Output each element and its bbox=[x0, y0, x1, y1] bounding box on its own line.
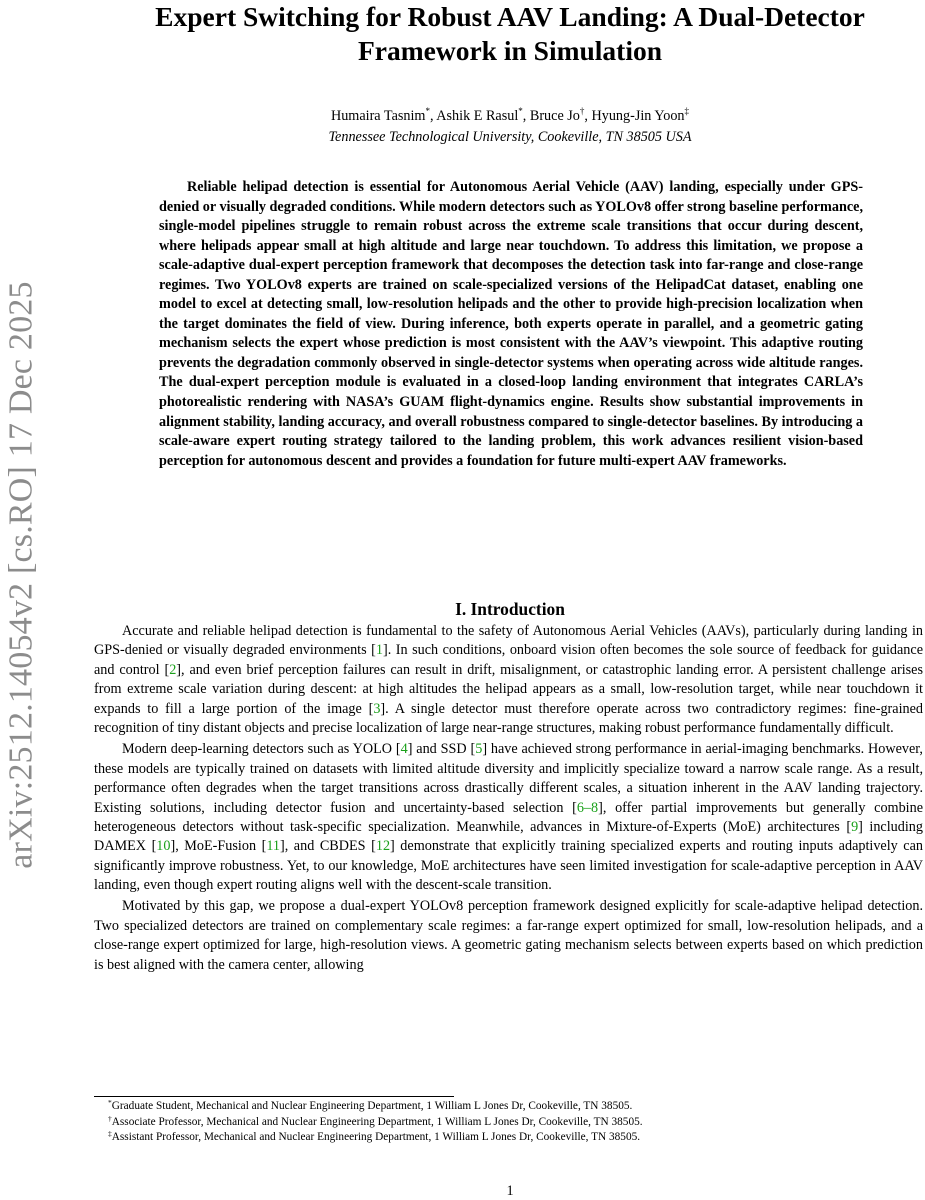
author-3-mark: † bbox=[579, 106, 585, 116]
author-4-mark: ‡ bbox=[684, 106, 690, 116]
intro-text: ] including DAMEX [ bbox=[94, 819, 923, 855]
author-2: Ashik E Rasul bbox=[436, 108, 519, 124]
intro-text: ] demonstrate that explicitly training specialized experts and routing inputs adaptively can significantly improve robustness. Yet, to our knowledge, MoE architectures have seen limited investigation for scale-adaptive perception in AAV landing, even though expert routing aligns well with the descent-scale transition. bbox=[94, 838, 923, 894]
footnote-1-text: Graduate Student, Mechanical and Nuclear Engineering Department, 1 William L Jones Dr, Cookeville, TN 38505. bbox=[111, 1100, 633, 1112]
footnote-rule bbox=[94, 1096, 454, 1097]
intro-text: ], offer partial improvements but generally combine heterogeneous detectors without task-specific specialization. Meanwhile, advances in Mixture-of-Experts (MoE) architectures [ bbox=[94, 799, 923, 836]
affiliation: Tennessee Technological University, Cookeville, TN 38505 USA bbox=[328, 129, 692, 145]
footnote-2-text: Associate Professor, Mechanical and Nuclear Engineering Department, 1 William L Jones Dr, Cookeville, TN 38505. bbox=[111, 1115, 643, 1128]
citation-link[interactable]: 10 bbox=[156, 838, 171, 855]
footnote-3-mark: ‡ bbox=[108, 1129, 112, 1138]
section-title-introduction: I. Introduction bbox=[455, 599, 565, 619]
citation-link[interactable]: 9 bbox=[851, 819, 859, 836]
footnotes bbox=[94, 1099, 923, 1146]
abstract: Reliable helipad detection is essential for Autonomous Aerial Vehicle (AAV) landing, especially under GPS-denied or visually degraded conditions. While modern detectors such as YOLOv8 offer strong baseline performance, single-model pipelines struggle to remain robust across the extreme scale transitions that occur during descent, where helipads appear small at high altitude and large near touchdown. To address this limitation, we propose a scale-adaptive dual-expert perception framework that decomposes the detection task into far-range and close-range regimes. Two YOLOv8 experts are trained on scale-specialized versions of the HelipadCat dataset, enabling one model to excel at detecting small, low-resolution helipads and the other to provide high-precision localization when the target dominates the field of view. During inference, both experts operate in parallel, and a geometric gating mechanism selects the expert whose prediction is most consistent with the AAV’s viewpoint. This adaptive routing prevents the degradation commonly observed in single-detector systems when operating across wide altitude ranges. The dual-expert perception module is evaluated in a closed-loop landing environment that integrates CARLA’s photorealistic rendering with NASA’s GUAM flight-dynamics engine. Results show substantial improvements in alignment stability, landing accuracy, and overall robustness compared to single-detector baselines. By introducing a scale-aware expert routing strategy tailored to the landing problem, this work advances resilient vision-based perception for autonomous descent and provides a foundation for future multi-expert AAV frameworks. bbox=[159, 179, 863, 469]
intro-text: ], and CBDES [ bbox=[279, 838, 376, 855]
intro-text: ] have achieved strong performance in aerial-imaging benchmarks. However, these models are typically trained on datasets with limited altitude diversity and implicitly specialize toward a narrow scale range. As a result, performance often degrades when the target transitions across drastically different scales, a situation inherent in the AAV landing trajectory. Existing solutions, including detector fusion and uncertainty-based selection [ bbox=[94, 741, 923, 816]
paper-title bbox=[80, 0, 925, 68]
arxiv-identifier bbox=[0, 262, 44, 888]
author-2-mark: * bbox=[518, 106, 523, 116]
footnote-3 bbox=[94, 1130, 923, 1146]
citation-link[interactable]: 4 bbox=[400, 741, 408, 758]
footnote-3-text: Assistant Professor, Mechanical and Nuclear Engineering Department, 1 William L Jones Dr, Cookeville, TN 38505. bbox=[111, 1131, 641, 1143]
author-separator: , bbox=[522, 108, 530, 124]
citation-link[interactable]: 1 bbox=[375, 642, 383, 659]
intro-paragraph-2 bbox=[94, 740, 923, 896]
footnote-1 bbox=[94, 1099, 923, 1115]
intro-text: Modern deep-learning detectors such as YOLO [ bbox=[122, 741, 401, 758]
footnote-1-mark: * bbox=[108, 1098, 112, 1107]
intro-text: ], and even brief perception failures can result in drift, misalignment, or catastrophic landing error. A persistent challenge arises from extreme scale variation during descent: at high altitudes the helipad appears as a small, low-resolution target, while near touchdown it expands to fill a large portion of the image [ bbox=[94, 661, 923, 717]
citation-link[interactable]: 12 bbox=[375, 838, 391, 855]
footnote-2-mark: † bbox=[108, 1113, 112, 1123]
page-number: 1 bbox=[506, 1183, 514, 1199]
introduction-body bbox=[94, 622, 923, 977]
author-1-mark: * bbox=[425, 106, 430, 116]
intro-text: ] and SSD [ bbox=[407, 741, 476, 758]
paper-title-line-1: Expert Switching for Robust AAV Landing: A Dual-Detector bbox=[155, 1, 865, 32]
footnote-2 bbox=[94, 1115, 923, 1131]
intro-text: Accurate and reliable helipad detection is fundamental to the safety of Autonomous Aerial Vehicles (AAVs), particularly during landing in GPS-denied or visually degraded environments [ bbox=[94, 623, 923, 659]
citation-link[interactable]: 5 bbox=[475, 741, 483, 758]
author-separator: , bbox=[584, 108, 592, 124]
intro-paragraph-3: Motivated by this gap, we propose a dual-expert YOLOv8 perception framework designed explicitly for scale-adaptive helipad detection. Two specialized detectors are trained on complementary scale regimes: a far-range expert optimized for small, low-resolution helipads, and a close-range expert optimized for large, high-resolution views. A geometric gating mechanism selects between experts based on which prediction is best aligned with the camera center, allowing bbox=[94, 898, 923, 973]
author-separator: , bbox=[429, 108, 437, 124]
citation-link[interactable]: 11 bbox=[266, 838, 280, 855]
author-list bbox=[80, 106, 925, 126]
intro-text: ], MoE-Fusion [ bbox=[170, 838, 267, 855]
author-3: Bruce Jo bbox=[529, 108, 580, 124]
intro-text: ]. A single detector must therefore operate across two contradictory regimes: fine-grained recognition of tiny distant objects and precise localization of large near-range structures, making robust performance fundamentally difficult. bbox=[94, 700, 923, 737]
paper-title-line-2: Framework in Simulation bbox=[357, 35, 663, 66]
intro-paragraph-1 bbox=[94, 622, 923, 739]
citation-link[interactable]: 6–8 bbox=[576, 799, 599, 816]
author-1: Humaira Tasnim bbox=[330, 108, 426, 124]
author-4: Hyung-Jin Yoon bbox=[591, 108, 685, 124]
citation-link[interactable]: 2 bbox=[169, 661, 177, 678]
citation-link[interactable]: 3 bbox=[373, 700, 381, 717]
intro-text: ]. In such conditions, onboard vision often becomes the sole source of feedback for guidance and control [ bbox=[94, 642, 923, 678]
arxiv-identifier-text: arXiv:2512.14054v2 [cs.RO] 17 Dec 2025 bbox=[3, 281, 40, 869]
